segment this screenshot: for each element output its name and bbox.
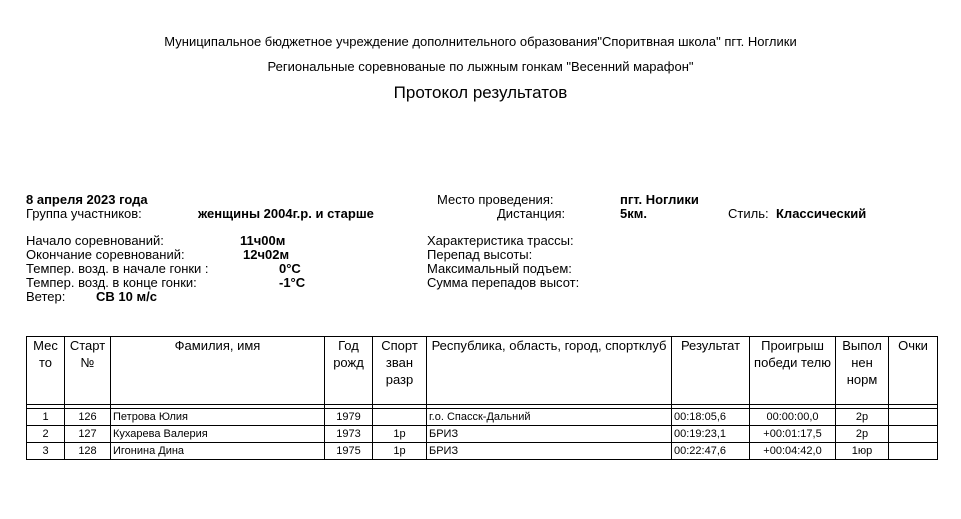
col-rank: Спорт зван разр xyxy=(373,337,427,405)
protocol-title: Протокол результатов xyxy=(393,83,568,102)
results-table xyxy=(26,336,938,460)
distance-value: 5км. xyxy=(620,206,647,221)
col-place: Мес то xyxy=(27,337,65,405)
max-climb-label: Максимальный подъем: xyxy=(427,261,572,276)
venue-label: Место проведения: xyxy=(437,192,554,207)
cell-year: 1973 xyxy=(325,426,373,443)
cell-year: 1979 xyxy=(325,409,373,426)
cell-norm: 2р xyxy=(836,409,889,426)
competition-name: Региональные соревнованые по лыжным гонкам "Весенний марафон" xyxy=(267,59,694,74)
end-label: Окончание соревнований: xyxy=(26,247,185,262)
col-points: Очки xyxy=(889,337,938,405)
cell-place: 3 xyxy=(27,443,65,460)
wind-value: СВ 10 м/с xyxy=(96,289,157,304)
temp-end-label: Темпер. возд. в конце гонки: xyxy=(26,275,197,290)
temp-end-value: -1°С xyxy=(279,275,306,290)
total-climb-label: Сумма перепадов высот: xyxy=(427,275,580,290)
track-label: Характеристика трассы: xyxy=(427,233,574,248)
cell-points xyxy=(889,443,938,460)
height-diff-label: Перепад высоты: xyxy=(427,247,533,262)
end-value: 12ч02м xyxy=(243,247,290,262)
col-behind: Проигрыш победи телю xyxy=(750,337,836,405)
col-result: Результат xyxy=(672,337,750,405)
temp-start-label: Темпер. возд. в начале гонки : xyxy=(26,261,209,276)
cell-name: Кухарева Валерия xyxy=(111,426,325,443)
table-row xyxy=(27,443,938,460)
venue-value: пгт. Ноглики xyxy=(620,192,699,207)
cell-norm: 2р xyxy=(836,426,889,443)
group-label: Группа участников: xyxy=(26,206,142,221)
cell-name: Игонина Дина xyxy=(111,443,325,460)
temp-start-value: 0°С xyxy=(279,261,301,276)
cell-year: 1975 xyxy=(325,443,373,460)
table-row xyxy=(27,426,938,443)
cell-start: 128 xyxy=(65,443,111,460)
wind-label: Ветер: xyxy=(26,289,66,304)
col-norm: Выпол нен норм xyxy=(836,337,889,405)
cell-rank: 1р xyxy=(373,426,427,443)
col-start: Старт № xyxy=(65,337,111,405)
cell-points xyxy=(889,409,938,426)
style-label: Стиль: xyxy=(728,206,769,221)
col-year: Год рожд xyxy=(325,337,373,405)
cell-club: БРИЗ xyxy=(427,443,672,460)
cell-norm: 1юр xyxy=(836,443,889,460)
cell-result: 00:22:47,6 xyxy=(672,443,750,460)
table-row xyxy=(27,409,938,426)
cell-start: 127 xyxy=(65,426,111,443)
cell-club: г.о. Спасск-Дальний xyxy=(427,409,672,426)
cell-name: Петрова Юлия xyxy=(111,409,325,426)
start-label: Начало соревнований: xyxy=(26,233,164,248)
cell-result: 00:19:23,1 xyxy=(672,426,750,443)
cell-behind: 00:00:00,0 xyxy=(750,409,836,426)
distance-label: Дистанция: xyxy=(497,206,566,221)
cell-behind: +00:01:17,5 xyxy=(750,426,836,443)
cell-place: 1 xyxy=(27,409,65,426)
cell-points xyxy=(889,426,938,443)
cell-club: БРИЗ xyxy=(427,426,672,443)
cell-behind: +00:04:42,0 xyxy=(750,443,836,460)
cell-start: 126 xyxy=(65,409,111,426)
cell-result: 00:18:05,6 xyxy=(672,409,750,426)
col-club: Республика, область, город, спортклуб xyxy=(427,337,672,405)
table-header-row xyxy=(27,337,938,405)
event-date: 8 апреля 2023 года xyxy=(26,192,148,207)
start-value: 11ч00м xyxy=(240,233,286,248)
cell-rank xyxy=(373,409,427,426)
cell-place: 2 xyxy=(27,426,65,443)
col-name: Фамилия, имя xyxy=(111,337,325,405)
style-value: Классический xyxy=(776,206,867,221)
organization-line: Муниципальное бюджетное учреждение дополнительного образования"Споритвная школа" пгт. Ноглики xyxy=(164,34,797,49)
cell-rank: 1р xyxy=(373,443,427,460)
group-value: женщины 2004г.р. и старше xyxy=(198,206,374,221)
